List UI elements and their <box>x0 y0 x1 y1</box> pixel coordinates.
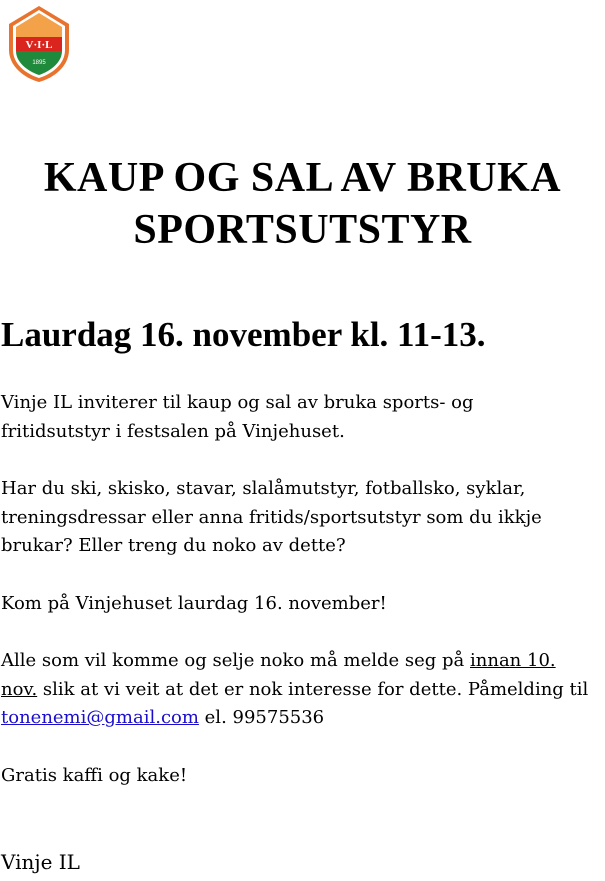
paragraph-line: Har du ski, skisko, stavar, slalåmutstyr, fotballsko, syklar, <box>1 478 526 499</box>
logo-text: V·I·L <box>25 39 53 51</box>
signature: Vinje IL <box>1 850 80 874</box>
shield-crest-icon <box>6 4 72 84</box>
logo-year: 1895 <box>32 60 46 66</box>
paragraph-equipment <box>1 475 601 561</box>
deadline-underlined: nov. <box>1 678 38 700</box>
paragraph-line: treningsdressar eller anna fritids/sportsutstyr som du ikkje <box>1 506 542 528</box>
paragraph-line <box>1 704 601 733</box>
registration-text: Alle som vil komme og selje noko må melde seg på <box>1 650 470 671</box>
paragraph-come: Kom på Vinjehuset laurdag 16. november! <box>1 593 387 614</box>
paragraph-line: Vinje IL inviterer til kaup og sal av bruka sports- og <box>1 392 474 413</box>
paragraph-line <box>1 647 601 676</box>
date-heading: Laurdag 16. november kl. 11-13. <box>1 315 486 354</box>
email-link[interactable]: tonenemi@gmail.com <box>1 707 199 729</box>
title-line-1: KAUP OG SAL AV BRUKA <box>43 155 562 201</box>
paragraph-line <box>1 676 601 705</box>
page-title <box>0 152 605 256</box>
phone-number: el. 99575536 <box>198 707 325 729</box>
paragraph-line: fritidsutstyr i festsalen på Vinjehuset. <box>1 420 345 442</box>
club-logo <box>6 4 72 84</box>
paragraph-line: brukar? Eller treng du noko av dette? <box>1 535 346 557</box>
deadline-underlined: innan 10. <box>470 650 556 671</box>
paragraph-coffee: Gratis kaffi og kake! <box>1 765 188 786</box>
registration-text: slik at vi veit at det er nok interesse for dette. Påmelding til <box>37 678 589 700</box>
paragraph-invitation <box>1 389 601 446</box>
paragraph-registration <box>1 647 601 733</box>
title-line-2: SPORTSUTSTYR <box>133 207 472 253</box>
